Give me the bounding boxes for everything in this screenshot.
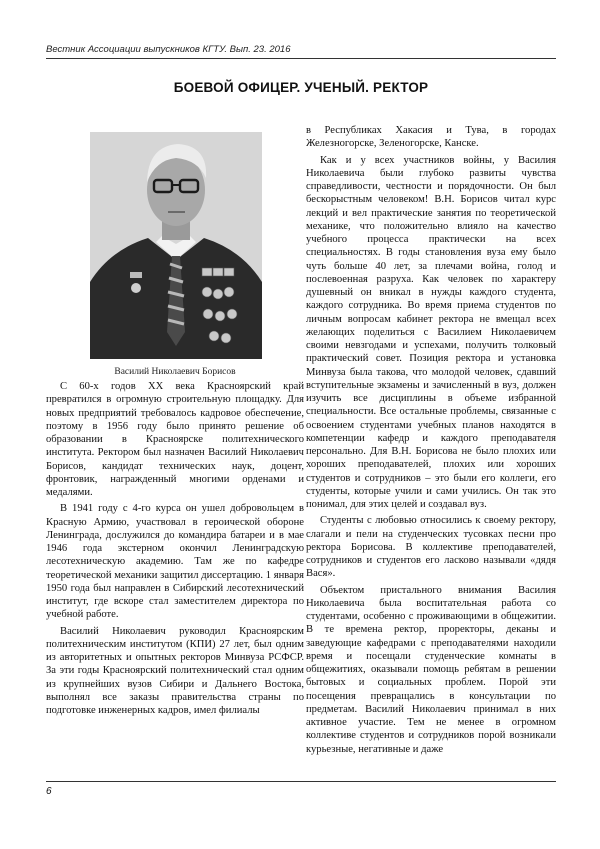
right-column	[306, 124, 556, 756]
article-title: БОЕВОЙ ОФИЦЕР. УЧЕНЫЙ. РЕКТОР	[173, 80, 429, 95]
paragraph: Василий Николаевич руководил Красноярским политехническим институтом (КПИ) 27 лет, был одним из авторитетных и опытных ректоров Минвуза РСФСР. За эти годы Красноярский политехнический стал одним из крупнейших вузов Сибири и Дальнего Востока, выполнял все заказы правительства страны по подготовке инженерных кадров, имел филиалы	[46, 625, 304, 716]
left-column	[46, 380, 304, 717]
paragraph: Студенты с любовью относились к своему ректору, слагали и пели на студенческих тусовках песни про ректора Борисова. В коллективе преподавателей, сотрудников и студентов его ласково называли «дядя Вася».	[306, 515, 556, 580]
portrait-photo	[90, 132, 262, 359]
journal-header: Вестник Ассоциации выпускников КГТУ. Вып. 23. 2016	[46, 44, 291, 55]
paragraph: С 60-х годов XX века Красноярский край превратился в огромную строительную площадку. Для новых предприятий требовалось кадровое обеспечение, поэтому в 1956 году было принято решение об образовании в Красноярске политехнического института. Ректором был назначен Василий Николаевич Борисов, кандидат технических наук, доцент, фронтовик, награжденный многими орденами и медалями.	[46, 381, 304, 498]
photo-caption: Василий Николаевич Борисов	[114, 367, 236, 377]
paragraph: В 1941 году с 4-го курса он ушел добровольцем в Красную Армию, участвовал в героической обороне Ленинграда, дослужился до командира батареи и в мае 1946 года экстерном окончил Ленинградскую лесотехническую академию. Там же по кафедре теоретической механики защитил диссертацию. 1 января 1950 года был направлен в Сибирский лесотехнический институт, где вскоре стал заместителем директора по учебной работе.	[46, 503, 304, 621]
paragraph-continuation: в Республиках Хакасия и Тува, в городах Железногорске, Зеленогорске, Канске.	[306, 125, 556, 150]
page-number: 6	[46, 786, 52, 797]
paragraph: Объектом пристального внимания Василия Николаевича была воспитательная работа со студентами, особенно с проживающими в общежитии. В те времена ректор, проректоры, деканы и заведующие кафедрами с преподавателями находили время и посещали студенческие комнаты в общежитиях, оказывали помощь ребятам в решении бытовых и социальных проблем. Порой эти посещения превращались в консультации по предметам. Василий Николаевич принимал в них активное участие. Тем не менее в огромном коллективе студентов и сотрудников порой возникали курьезные, негативные и даже	[306, 584, 556, 755]
footer-rule	[46, 781, 556, 782]
paragraph: Как и у всех участников войны, у Василия Николаевича были глубоко развиты чувства справедливости, честности и порядочности. Он был бескорыстным человеком! В.Н. Борисов читал курс лекций и вел практические занятия по теоретической механике, что положительно влияло на качество учебного процесса практически на всех специальностях. В годы становления вуза ему было чуть больше 40 лет, за плечами война, голод и послевоенная разруха. Как человек по характеру душевный он вникал в нужды каждого студента, каждого сотрудника. Во время приема студентов по личным вопросам кабинет ректора не вмещал всех желающих поделиться с Василием Николаевичем своими невзгодами и успехами, получить толковый практический совет. Позиция ректора и установка Минвуза была такова, что молодой человек, сдавший вступительные экзамены и зачисленный в вуз, должен изучить все дисциплины в объеме избранной специальности. Все остальные проблемы, связанные с освоением студентами учебных планов находятся в компетенции кафедр и каждого преподавателя персонально. Для В.Н. Борисова не было плохих или хороших преподавателей, плохих или хороших студентов и сотрудников – это были его коллеги, его студенты, которые учили и сами учились. Он так это понимал, для этих целей и создавал вуз.	[306, 154, 556, 510]
header-rule	[46, 58, 556, 59]
